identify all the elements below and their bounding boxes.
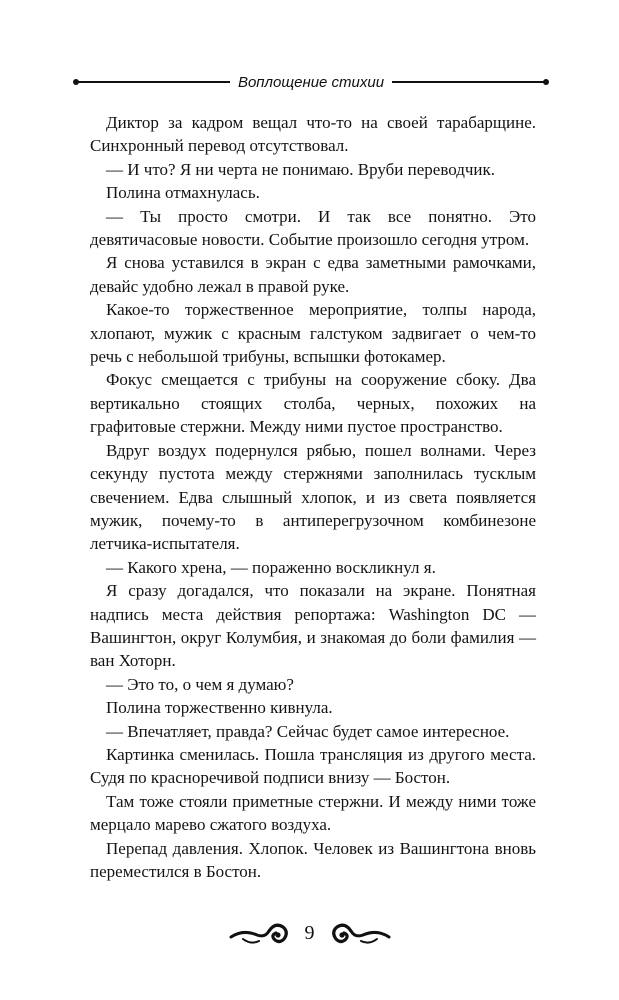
running-head bbox=[76, 72, 546, 92]
paragraph-6: Какое-то торжественное мероприятие, толпы народа, хлопают, мужик с красным галстуком задвигает о чем-то речь с небольшой трибуны, вспышки фотокамер. bbox=[90, 300, 536, 367]
paragraph-4: — Ты просто смотри. И так все понятно. Это девятичасовые новости. Событие произошло сегодня утром. bbox=[90, 206, 536, 250]
page-number: 9 bbox=[304, 921, 315, 944]
paragraph-2: — И что? Я ни черта не понимаю. Вруби переводчик. bbox=[106, 159, 496, 179]
paragraph-10: Я сразу догадался, что показали на экране. Понятная надпись места действия репортажа: Washington DC — Вашингтон, округ Колумбия, и знакомая до боли фамилия — ван Хоторн. bbox=[90, 581, 536, 671]
paragraph-5: Я снова уставился в экран с едва заметными рамочками, девайс удобно лежал в правой руке. bbox=[90, 253, 536, 296]
folio bbox=[0, 913, 619, 953]
body-text bbox=[90, 111, 536, 883]
running-head-rule-left bbox=[76, 81, 230, 83]
running-head-rule-right bbox=[392, 81, 546, 83]
paragraph-8: Вдруг воздух подернулся рябью, пошел волнами. Через секунду пустота между стержнями заполнилась тусклым свечением. Едва слышный хлопок, и из света появляется мужик, почему-то в антиперегрузочном комбинезоне летчика-испытателя. bbox=[90, 440, 536, 554]
paragraph-13: — Впечатляет, правда? Сейчас будет самое интересное. bbox=[106, 721, 510, 741]
paragraph-14: Картинка сменилась. Пошла трансляция из другого места. Судя по красноречивой подписи внизу — Бостон. bbox=[90, 744, 536, 788]
paragraph-7: Фокус смещается с трибуны на сооружение сбоку. Два вертикально стоящих столба, черных, похожих на графитовые стержни. Между ними пустое пространство. bbox=[90, 370, 536, 437]
paragraph-12: Полина торжественно кивнула. bbox=[106, 698, 333, 718]
paragraph-9: — Какого хрена, — пораженно воскликнул я. bbox=[106, 557, 436, 577]
paragraph-15: Там тоже стояли приметные стержни. И между ними тоже мерцало марево сжатого воздуха. bbox=[90, 791, 536, 835]
scroll-ornament-left-icon bbox=[229, 919, 291, 947]
running-head-title: Воплощение стихии bbox=[237, 73, 385, 91]
scroll-ornament-right-icon bbox=[329, 919, 391, 947]
paragraph-3: Полина отмахнулась. bbox=[106, 183, 260, 203]
paragraph-11: — Это то, о чем я думаю? bbox=[106, 674, 294, 694]
paragraph-16: Перепад давления. Хлопок. Человек из Вашингтона вновь переместился в Бостон. bbox=[90, 838, 536, 881]
paragraph-1: Диктор за кадром вещал что-то на своей тарабарщине. Синхронный перевод отсутствовал. bbox=[90, 113, 536, 156]
